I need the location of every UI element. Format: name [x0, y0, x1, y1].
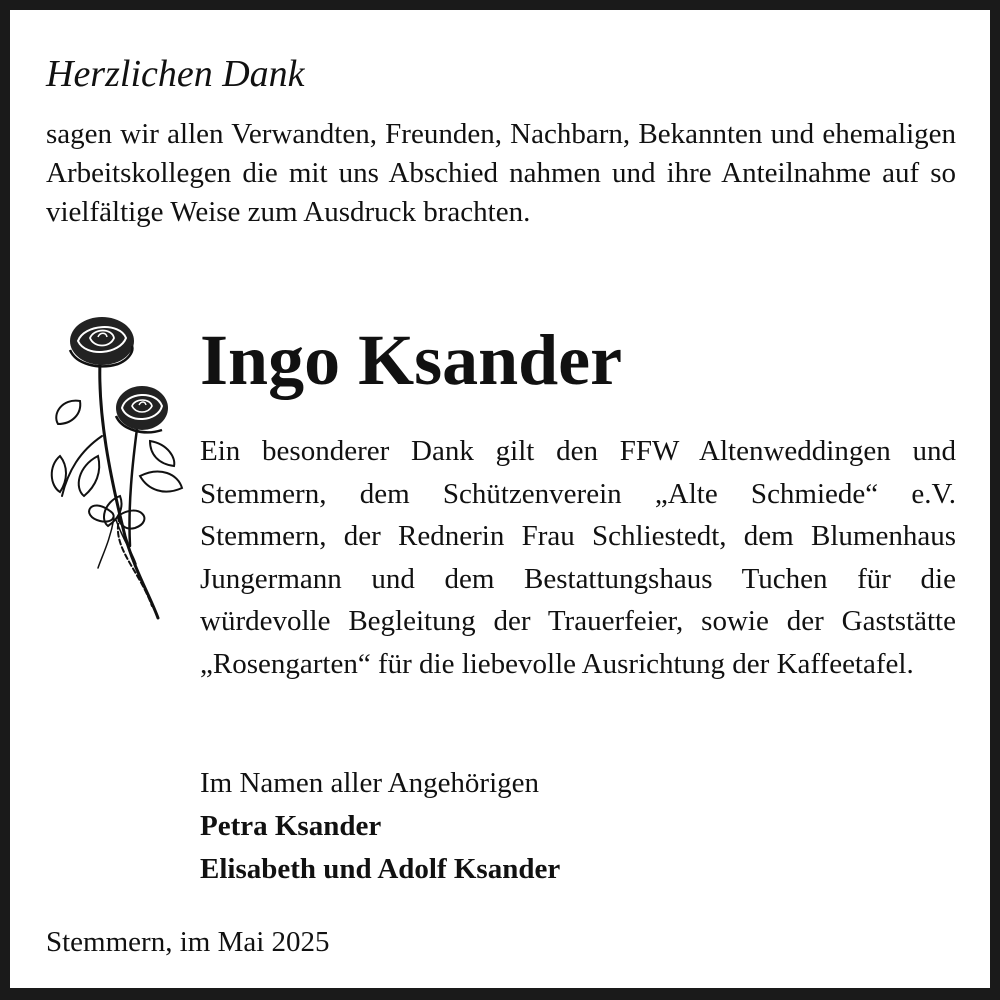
heading: Herzlichen Dank [46, 53, 305, 95]
thanks-paragraph: Ein besonderer Dank gilt den FFW Altenweddingen und Stemmern, dem Schützenverein „Alte Schmiede“ e.V. Stemmern, der Rednerin Frau Schliestedt, dem Blumenhaus Jungermann und dem Bestattungshaus Tuchen für die würdevolle Begleitung der Trauerfeier, sowie der Gaststätte „Rosengarten“ für die liebevolle Ausrichtung der Kaffeetafel. [200, 435, 956, 680]
signature-name: Elisabeth und Adolf Ksander [200, 853, 561, 885]
rose-bouquet-icon [40, 306, 185, 626]
place-date: Stemmern, im Mai 2025 [46, 926, 330, 958]
obituary-card [10, 10, 990, 988]
signature-name: Petra Ksander [200, 810, 382, 842]
signature-block [200, 762, 560, 891]
intro-paragraph: sagen wir allen Verwandten, Freunden, Nachbarn, Bekannten und ehemaligen Arbeitskollegen die mit uns Abschied nahmen und ihre Anteilnahme auf so vielfältige Weise zum Ausdruck brachten. [46, 118, 956, 228]
signature-intro: Im Namen aller Angehörigen [200, 767, 540, 799]
deceased-name: Ingo Ksander [200, 320, 623, 400]
